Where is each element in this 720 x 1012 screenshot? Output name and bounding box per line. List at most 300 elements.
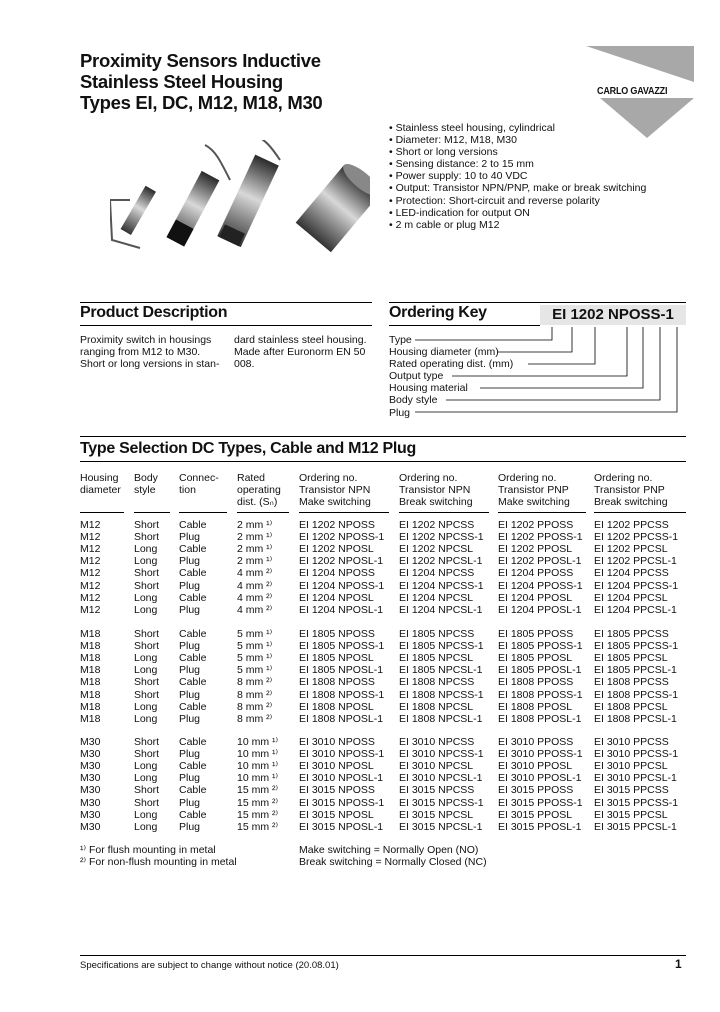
cell-connection: Cable [179, 591, 207, 604]
cell-npn-make: EI 1808 NPOSS-1 [299, 688, 385, 701]
cell-body-style: Long [134, 808, 158, 821]
footnotes [80, 844, 237, 868]
cell-body-style: Short [134, 688, 160, 701]
cell-pnp-make: EI 3015 PPOSS [498, 784, 574, 797]
column-header-connection [179, 472, 219, 496]
cell-npn-break: EI 1808 NPCSL [399, 700, 474, 713]
cell-pnp-make: EI 1202 PPOSL [498, 543, 573, 556]
cell-body-style: Short [134, 784, 160, 797]
header-line: Break switching [594, 496, 668, 509]
header-line: Make switching [498, 496, 570, 509]
cell-npn-make: EI 3010 NPOSS-1 [299, 748, 385, 761]
table-row [0, 628, 720, 640]
cell-connection: Plug [179, 579, 201, 592]
cell-body-style: Short [134, 736, 160, 748]
cell-npn-make: EI 3010 NPOSL [299, 760, 374, 773]
cell-pnp-make: EI 3015 PPOSL-1 [498, 820, 582, 833]
divider [80, 302, 372, 303]
cell-body-style: Long [134, 664, 158, 677]
ordering-key-code: EI 1202 NPOSS-1 [540, 305, 686, 325]
cell-housing: M12 [80, 591, 101, 604]
cell-npn-break: EI 3015 NPCSS-1 [399, 796, 484, 809]
cell-connection: Plug [179, 688, 201, 701]
cell-pnp-make: EI 3010 PPOSS [498, 736, 574, 748]
cell-housing: M18 [80, 712, 101, 725]
cell-housing: M18 [80, 676, 101, 689]
cell-rated-distance: 8 mm ²⁾ [237, 700, 273, 713]
cell-body-style: Short [134, 676, 160, 689]
table-row [0, 736, 720, 748]
cell-housing: M18 [80, 688, 101, 701]
cell-rated-distance: 2 mm ¹⁾ [237, 555, 273, 568]
cell-pnp-break: EI 1805 PPCSS-1 [594, 640, 679, 653]
key-label-plug: Plug [389, 406, 411, 419]
footer-divider [80, 955, 686, 956]
feature-item: • Stainless steel housing, cylindrical [389, 122, 555, 134]
cell-pnp-make: EI 1808 PPOSL [498, 700, 573, 713]
type-selection-heading: Type Selection DC Types, Cable and M12 Plug [80, 440, 416, 457]
cell-housing: M30 [80, 748, 101, 761]
column-header-npn-make [299, 472, 371, 508]
divider [80, 461, 686, 462]
switching-note: Break switching = Normally Closed (NC) [299, 856, 487, 869]
header-line: Transistor NPN [399, 484, 471, 497]
description-line: Made after Euronorm EN 50 [234, 346, 366, 359]
cell-housing: M30 [80, 784, 101, 797]
table-row [0, 821, 720, 833]
feature-item: • Power supply: 10 to 40 VDC [389, 170, 528, 183]
cell-pnp-break: EI 1808 PPCSS-1 [594, 688, 679, 701]
cell-npn-break: EI 3015 NPCSL [399, 808, 474, 821]
cell-pnp-make: EI 1805 PPOSL [498, 652, 573, 665]
header-line: Transistor NPN [299, 484, 371, 497]
table-row [0, 664, 720, 676]
cell-housing: M12 [80, 555, 101, 568]
cell-pnp-break: EI 1202 PPCSS [594, 519, 669, 531]
cell-body-style: Short [134, 579, 160, 592]
header-line: Body [134, 472, 158, 484]
switching-notes [299, 844, 487, 868]
column-header-pnp-make [498, 472, 570, 508]
cell-pnp-break: EI 3010 PPCSS [594, 736, 669, 748]
column-header-body-style [134, 472, 158, 496]
cell-pnp-make: EI 1808 PPOSL-1 [498, 712, 582, 725]
cell-npn-make: EI 1204 NPOSL [299, 591, 374, 604]
key-label-housing-diameter: Housing diameter (mm) [389, 346, 499, 359]
table-row [0, 797, 720, 809]
cell-pnp-break: EI 1808 PPCSL-1 [594, 712, 677, 725]
cell-pnp-make: EI 1805 PPOSS-1 [498, 640, 583, 653]
table-row [0, 689, 720, 701]
table-row [0, 701, 720, 713]
cell-connection: Plug [179, 712, 201, 725]
header-underline [498, 512, 586, 513]
cell-housing: M12 [80, 543, 101, 556]
cell-pnp-break: EI 1805 PPCSS [594, 628, 669, 640]
cell-npn-break: EI 3010 NPCSS-1 [399, 748, 484, 761]
header-underline [179, 512, 227, 513]
cell-housing: M30 [80, 760, 101, 773]
feature-list [389, 122, 709, 231]
footer-text: Specifications are subject to change without notice (20.08.01) [80, 960, 339, 971]
table-row [0, 809, 720, 821]
cell-pnp-make: EI 3010 PPOSS-1 [498, 748, 583, 761]
header-line: Ordering no. [498, 472, 557, 484]
cell-rated-distance: 4 mm ²⁾ [237, 579, 273, 592]
cell-housing: M18 [80, 628, 101, 640]
logo-top-triangle [586, 46, 694, 82]
cell-rated-distance: 4 mm ²⁾ [237, 567, 273, 580]
cell-rated-distance: 15 mm ²⁾ [237, 796, 279, 809]
description-line: Short or long versions in stan- [80, 358, 220, 371]
page-title [80, 50, 380, 113]
header-underline [80, 512, 124, 513]
description-col-2 [234, 334, 367, 370]
cell-rated-distance: 8 mm ²⁾ [237, 688, 273, 701]
cell-pnp-break: EI 1204 PPCSS-1 [594, 579, 679, 592]
table-row [0, 748, 720, 760]
cell-pnp-break: EI 3015 PPCSL-1 [594, 820, 677, 833]
cell-body-style: Short [134, 640, 160, 653]
divider [80, 436, 686, 437]
cell-housing: M18 [80, 640, 101, 653]
header-underline [594, 512, 686, 513]
cell-npn-make: EI 1808 NPOSL [299, 700, 374, 713]
header-line: diameter [80, 484, 121, 497]
cell-npn-break: EI 3010 NPCSS [399, 736, 475, 748]
cell-npn-make: EI 1202 NPOSS [299, 519, 375, 531]
column-header-housing [80, 472, 121, 496]
table-row [0, 640, 720, 652]
feature-item: • LED-indication for output ON [389, 206, 530, 219]
header-line: dist. (Sₙ) [237, 496, 278, 509]
cell-rated-distance: 2 mm ¹⁾ [237, 531, 273, 544]
table-row [0, 676, 720, 688]
feature-item: • Sensing distance: 2 to 15 mm [389, 158, 534, 171]
cell-body-style: Short [134, 531, 160, 544]
cell-npn-make: EI 3010 NPOSL-1 [299, 772, 384, 785]
cell-connection: Cable [179, 543, 207, 556]
cell-rated-distance: 15 mm ²⁾ [237, 820, 279, 833]
cell-npn-break: EI 3015 NPCSS [399, 784, 475, 797]
header-line: Make switching [299, 496, 371, 509]
header-underline [237, 512, 289, 513]
ordering-key-heading: Ordering Key [389, 304, 487, 321]
cell-rated-distance: 15 mm ²⁾ [237, 784, 279, 797]
cell-npn-break: EI 1805 NPCSS-1 [399, 640, 484, 653]
cell-pnp-make: EI 1805 PPOSL-1 [498, 664, 582, 677]
cell-pnp-break: EI 1805 PPCSL-1 [594, 664, 677, 677]
cell-rated-distance: 4 mm ²⁾ [237, 603, 273, 616]
cell-pnp-make: EI 1808 PPOSS [498, 676, 574, 689]
cell-pnp-break: EI 1202 PPCSL-1 [594, 555, 677, 568]
cell-body-style: Long [134, 712, 158, 725]
cell-housing: M30 [80, 772, 101, 785]
cell-rated-distance: 10 mm ¹⁾ [237, 760, 279, 773]
cell-rated-distance: 8 mm ²⁾ [237, 676, 273, 689]
cell-npn-make: EI 1808 NPOSS [299, 676, 375, 689]
cell-npn-break: EI 1808 NPCSS [399, 676, 475, 689]
header-line: Ordering no. [299, 472, 358, 484]
cell-body-style: Long [134, 652, 158, 665]
cell-pnp-break: EI 1805 PPCSL [594, 652, 668, 665]
cell-pnp-break: EI 1204 PPCSL-1 [594, 603, 677, 616]
cell-npn-make: EI 1805 NPOSL [299, 652, 374, 665]
cell-rated-distance: 2 mm ¹⁾ [237, 519, 273, 531]
cell-pnp-make: EI 3015 PPOSS-1 [498, 796, 583, 809]
cell-connection: Cable [179, 567, 207, 580]
cell-npn-make: EI 3015 NPOSL-1 [299, 820, 384, 833]
cell-body-style: Short [134, 567, 160, 580]
feature-item: • 2 m cable or plug M12 [389, 218, 500, 231]
cell-body-style: Short [134, 796, 160, 809]
cell-connection: Cable [179, 628, 207, 640]
description-line: 008. [234, 358, 255, 371]
cell-npn-break: EI 3010 NPCSL [399, 760, 474, 773]
table-row [0, 652, 720, 664]
cell-connection: Plug [179, 664, 201, 677]
cell-body-style: Long [134, 603, 158, 616]
cell-npn-break: EI 1204 NPCSS-1 [399, 579, 484, 592]
header-line: operating [237, 484, 281, 497]
cell-connection: Cable [179, 519, 207, 531]
cell-body-style: Long [134, 820, 158, 833]
cell-pnp-break: EI 1808 PPCSL [594, 700, 668, 713]
key-label-housing-material: Housing material [389, 382, 468, 395]
header-line: Transistor PNP [594, 484, 665, 497]
cell-npn-make: EI 1204 NPOSS [299, 567, 375, 580]
description-col-1 [80, 334, 219, 370]
table-row [0, 519, 720, 531]
cell-npn-make: EI 1202 NPOSL [299, 543, 374, 556]
cell-npn-make: EI 3015 NPOSS-1 [299, 796, 385, 809]
cell-body-style: Short [134, 519, 160, 531]
cell-rated-distance: 10 mm ¹⁾ [237, 748, 279, 761]
cell-pnp-make: EI 1808 PPOSS-1 [498, 688, 583, 701]
cell-npn-break: EI 3010 NPCSL-1 [399, 772, 483, 785]
cell-npn-make: EI 3010 NPOSS [299, 736, 375, 748]
column-header-rated-distance [237, 472, 281, 508]
cell-npn-make: EI 3015 NPOSL [299, 808, 374, 821]
cell-npn-break: EI 1204 NPCSL [399, 591, 474, 604]
cell-body-style: Long [134, 772, 158, 785]
key-label-type: Type [389, 334, 412, 346]
sensor-product-photo [110, 140, 370, 260]
cell-pnp-break: EI 1202 PPCSS-1 [594, 531, 679, 544]
header-line: Ordering no. [399, 472, 458, 484]
cell-connection: Plug [179, 555, 201, 568]
description-line: dard stainless steel housing. [234, 334, 367, 346]
cell-housing: M30 [80, 820, 101, 833]
title-line-2: Stainless Steel Housing [80, 71, 283, 92]
cell-npn-make: EI 1202 NPOSL-1 [299, 555, 384, 568]
header-line: Transistor PNP [498, 484, 569, 497]
cell-npn-break: EI 1808 NPCSL-1 [399, 712, 483, 725]
cell-pnp-make: EI 1204 PPOSS [498, 567, 574, 580]
key-label-body-style: Body style [389, 394, 438, 407]
cell-housing: M18 [80, 652, 101, 665]
cell-pnp-break: EI 1202 PPCSL [594, 543, 668, 556]
cell-pnp-make: EI 1204 PPOSL-1 [498, 603, 582, 616]
cell-rated-distance: 15 mm ²⁾ [237, 808, 279, 821]
cell-pnp-break: EI 1808 PPCSS [594, 676, 669, 689]
cell-housing: M12 [80, 579, 101, 592]
logo-text: CARLO GAVAZZI [597, 86, 668, 97]
cell-npn-make: EI 1805 NPOSL-1 [299, 664, 384, 677]
cell-rated-distance: 4 mm ²⁾ [237, 591, 273, 604]
key-label-operating-distance: Rated operating dist. (mm) [389, 358, 514, 371]
header-line: Connec- [179, 472, 219, 484]
title-line-1: Proximity Sensors Inductive [80, 50, 321, 71]
cell-pnp-make: EI 1202 PPOSS-1 [498, 531, 583, 544]
cell-connection: Cable [179, 700, 207, 713]
table-row [0, 760, 720, 772]
cell-npn-break: EI 1805 NPCSL-1 [399, 664, 483, 677]
table-row [0, 531, 720, 543]
column-header-npn-break [399, 472, 473, 508]
cell-npn-break: EI 1202 NPCSL [399, 543, 474, 556]
table-row [0, 784, 720, 796]
cell-pnp-break: EI 3010 PPCSL-1 [594, 772, 677, 785]
divider [389, 325, 540, 326]
feature-item: • Protection: Short-circuit and reverse polarity [389, 194, 600, 207]
cell-pnp-make: EI 1805 PPOSS [498, 628, 574, 640]
footnote: ²⁾ For non-flush mounting in metal [80, 856, 237, 869]
cell-pnp-make: EI 1204 PPOSL [498, 591, 573, 604]
cell-npn-break: EI 3015 NPCSL-1 [399, 820, 483, 833]
cell-connection: Cable [179, 760, 207, 773]
cell-housing: M30 [80, 736, 101, 748]
cell-npn-break: EI 1808 NPCSS-1 [399, 688, 484, 701]
cell-housing: M12 [80, 567, 101, 580]
cell-housing: M12 [80, 603, 101, 616]
cell-body-style: Long [134, 760, 158, 773]
cell-connection: Plug [179, 772, 201, 785]
cell-housing: M18 [80, 664, 101, 677]
feature-item: • Short or long versions [389, 146, 498, 159]
description-line: Proximity switch in housings [80, 334, 212, 346]
ordering-key-labels [389, 334, 513, 419]
cell-rated-distance: 8 mm ²⁾ [237, 712, 273, 725]
cell-rated-distance: 5 mm ¹⁾ [237, 640, 273, 653]
divider [389, 302, 686, 303]
table-row [0, 592, 720, 604]
header-line: style [134, 484, 156, 497]
cell-pnp-break: EI 3015 PPCSS [594, 784, 669, 797]
cell-pnp-break: EI 3015 PPCSS-1 [594, 796, 679, 809]
cell-pnp-break: EI 3010 PPCSS-1 [594, 748, 679, 761]
cell-rated-distance: 5 mm ¹⁾ [237, 664, 273, 677]
table-row [0, 604, 720, 616]
cell-body-style: Long [134, 555, 158, 568]
cell-rated-distance: 5 mm ¹⁾ [237, 652, 273, 665]
cell-rated-distance: 5 mm ¹⁾ [237, 628, 273, 640]
cell-pnp-break: EI 1204 PPCSS [594, 567, 669, 580]
cell-connection: Plug [179, 531, 201, 544]
cell-npn-make: EI 1808 NPOSL-1 [299, 712, 384, 725]
cell-housing: M30 [80, 808, 101, 821]
cell-rated-distance: 2 mm ¹⁾ [237, 543, 273, 556]
cell-housing: M30 [80, 796, 101, 809]
cell-connection: Plug [179, 820, 201, 833]
header-line: Housing [80, 472, 119, 484]
switching-note: Make switching = Normally Open (NO) [299, 844, 479, 856]
cell-npn-break: EI 1202 NPCSL-1 [399, 555, 483, 568]
cell-npn-make: EI 1204 NPOSL-1 [299, 603, 384, 616]
header-line: Rated [237, 472, 266, 484]
cell-npn-make: EI 1202 NPOSS-1 [299, 531, 385, 544]
cell-npn-make: EI 1204 NPOSS-1 [299, 579, 385, 592]
cell-pnp-break: EI 3015 PPCSL [594, 808, 668, 821]
cell-pnp-break: EI 3010 PPCSL [594, 760, 668, 773]
header-line: Break switching [399, 496, 473, 509]
product-description-heading: Product Description [80, 304, 228, 321]
cell-body-style: Long [134, 543, 158, 556]
cell-pnp-make: EI 3010 PPOSL [498, 760, 573, 773]
cell-pnp-make: EI 1202 PPOSS [498, 519, 574, 531]
divider [80, 325, 372, 326]
cell-pnp-make: EI 3010 PPOSL-1 [498, 772, 582, 785]
cell-npn-break: EI 1202 NPCSS [399, 519, 475, 531]
cell-connection: Plug [179, 603, 201, 616]
header-underline [399, 512, 489, 513]
cell-body-style: Long [134, 700, 158, 713]
cell-pnp-make: EI 3015 PPOSL [498, 808, 573, 821]
table-row [0, 567, 720, 579]
cell-npn-break: EI 1805 NPCSS [399, 628, 475, 640]
cell-housing: M12 [80, 519, 101, 531]
leader-distance [528, 327, 595, 364]
table-row [0, 580, 720, 592]
cell-connection: Plug [179, 796, 201, 809]
table-row [0, 555, 720, 567]
feature-item: • Diameter: M12, M18, M30 [389, 134, 517, 147]
key-label-output-type: Output type [389, 370, 444, 383]
feature-item: • Output: Transistor NPN/PNP, make or break switching [389, 182, 647, 195]
cell-pnp-make: EI 1202 PPOSL-1 [498, 555, 582, 568]
cell-body-style: Short [134, 628, 160, 640]
cell-pnp-make: EI 1204 PPOSS-1 [498, 579, 583, 592]
table-row [0, 772, 720, 784]
footnote: ¹⁾ For flush mounting in metal [80, 844, 216, 856]
description-line: ranging from M12 to M30. [80, 346, 201, 359]
cell-npn-make: EI 1805 NPOSS [299, 628, 375, 640]
cell-npn-break: EI 1204 NPCSS [399, 567, 475, 580]
cell-connection: Cable [179, 784, 207, 797]
header-line: Ordering no. [594, 472, 653, 484]
cell-connection: Plug [179, 640, 201, 653]
cell-connection: Plug [179, 748, 201, 761]
table-row [0, 543, 720, 555]
title-line-3: Types EI, DC, M12, M18, M30 [80, 92, 323, 113]
header-underline [299, 512, 389, 513]
cell-rated-distance: 10 mm ¹⁾ [237, 772, 279, 785]
header-underline [134, 512, 170, 513]
cell-npn-break: EI 1202 NPCSS-1 [399, 531, 484, 544]
cell-connection: Cable [179, 652, 207, 665]
cell-housing: M18 [80, 700, 101, 713]
cell-npn-break: EI 1805 NPCSL [399, 652, 474, 665]
cell-housing: M12 [80, 531, 101, 544]
cell-rated-distance: 10 mm ¹⁾ [237, 736, 279, 748]
cell-connection: Cable [179, 676, 207, 689]
cell-pnp-break: EI 1204 PPCSL [594, 591, 668, 604]
cell-npn-make: EI 1805 NPOSS-1 [299, 640, 385, 653]
cell-connection: Cable [179, 808, 207, 821]
cell-connection: Cable [179, 736, 207, 748]
column-header-pnp-break [594, 472, 668, 508]
cell-npn-break: EI 1204 NPCSL-1 [399, 603, 483, 616]
